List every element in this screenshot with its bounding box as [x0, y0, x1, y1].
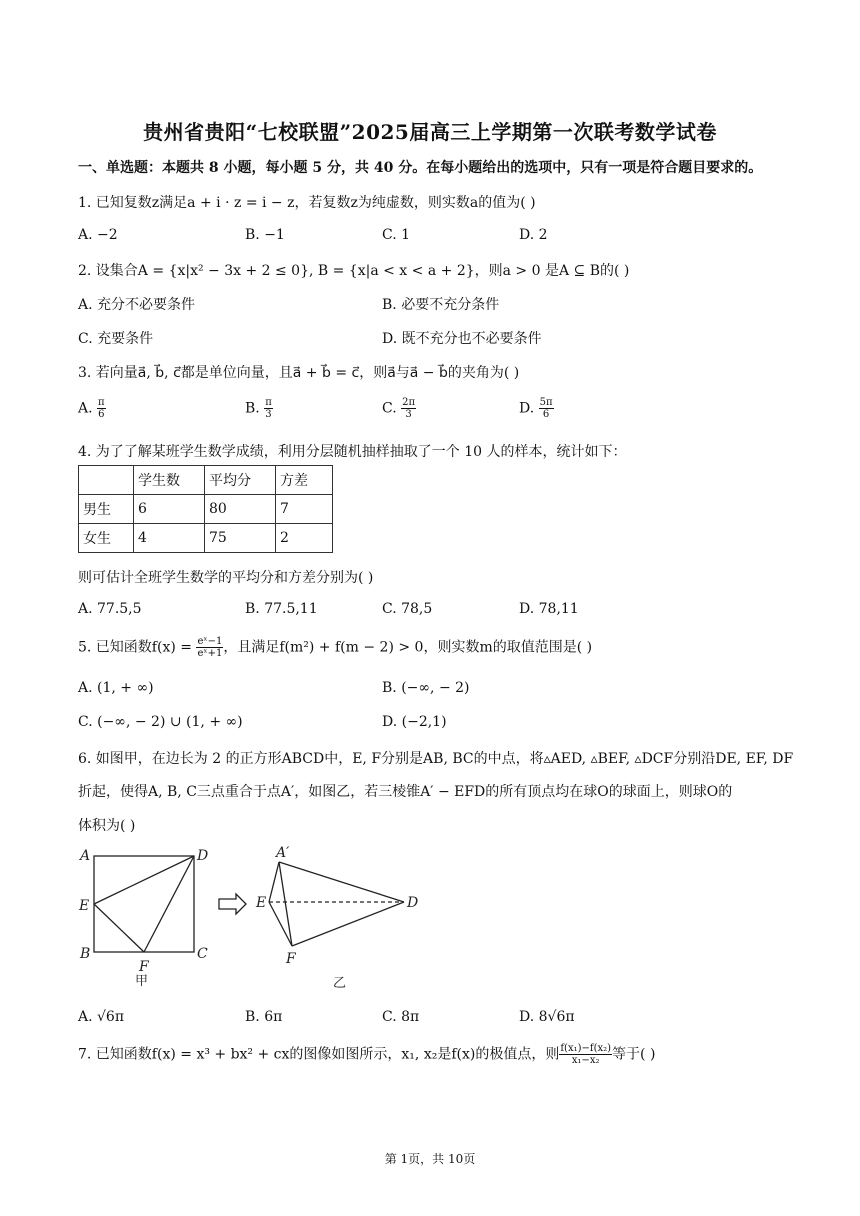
question-1-stem: 1. 已知复数z满足a + i · z = i − z，若复数z为纯虚数，则实数a的值为( ): [78, 195, 536, 211]
table-cell: 7: [276, 495, 333, 524]
q7-stem-pre: 7. 已知函数f(x) = x³ + bx² + cx的图像如图所示，x₁, x₂是f(x)的极值点，则: [78, 1046, 560, 1063]
q5-stem-post: ，且满足f(m²) + f(m − 2) > 0，则实数m的取值范围是( ): [223, 639, 593, 656]
q5-option-a[interactable]: A. (1, + ∞): [78, 680, 154, 696]
fig1-label-e: E: [79, 898, 90, 914]
q4-option-b[interactable]: B. 77.5,11: [245, 601, 318, 617]
fig1-label-d: D: [197, 848, 209, 864]
q5-frac-den: eˣ+1: [197, 648, 223, 659]
q5-frac-num: eˣ−1: [197, 636, 223, 647]
q3-option-d-label: D.: [519, 400, 535, 417]
q2-option-d[interactable]: D. 既不充分也不必要条件: [382, 331, 542, 347]
table-cell: 2: [276, 524, 333, 553]
q6-option-c[interactable]: C. 8π: [382, 1009, 420, 1025]
q7-frac-num: f(x₁)−f(x₂): [560, 1043, 612, 1054]
segment-ef: [94, 904, 144, 952]
figure-jia: [94, 856, 194, 952]
fig1-label-a: A: [80, 848, 91, 864]
segment-ed: [94, 856, 194, 904]
table-cell: 80: [205, 495, 276, 524]
fig1-label-b: B: [80, 946, 91, 962]
q3-option-a-label: A.: [78, 400, 93, 417]
table-cell: 4: [134, 524, 205, 553]
fig2-label-e: E: [256, 895, 267, 911]
figure-yi: [269, 862, 404, 946]
section-heading: 一、单选题：本题共 8 小题，每小题 5 分，共 40 分。在每小题给出的选项中，只有一项是符合题目要求的。: [78, 160, 763, 176]
q3-c-den: 3: [405, 409, 412, 420]
question-6-line3: 体积为( ): [78, 818, 136, 834]
q5-stem-pre: 5. 已知函数f(x) =: [78, 639, 197, 656]
arrow-icon: [219, 894, 246, 914]
question-6-line1: 6. 如图甲，在边长为 2 的正方形ABCD中，E, F分别是AB, BC的中点，将▵AED, ▵BEF, ▵DCF分别沿DE, EF, DF: [78, 751, 794, 767]
q1-option-d[interactable]: D. 2: [519, 227, 548, 243]
q1-option-b[interactable]: B. −1: [245, 227, 285, 243]
q3-d-den: 6: [542, 409, 550, 420]
question-4-follow: 则可估计全班学生数学的平均分和方差分别为( ): [78, 570, 374, 586]
fig2-label-a-prime: A′: [276, 845, 290, 861]
q3-a-den: 6: [98, 409, 105, 420]
fig2-label-f: F: [286, 951, 296, 967]
q5-option-b[interactable]: B. (−∞, − 2): [382, 680, 470, 696]
fig1-label-f: F: [139, 959, 149, 975]
q7-frac-den: x₁−x₂: [571, 1055, 600, 1066]
segment-a-d: [279, 862, 404, 902]
page-footer: 第 1页，共 10页: [384, 1152, 476, 1166]
fig1-label-c: C: [197, 946, 208, 962]
segment-fd: [144, 856, 194, 952]
q1-option-c[interactable]: C. 1: [382, 227, 411, 243]
fig1-caption: 甲: [135, 974, 149, 989]
fig2-label-d: D: [407, 895, 419, 911]
q4-option-a[interactable]: A. 77.5,5: [78, 601, 142, 617]
question-7-stem: [78, 1043, 655, 1066]
table-cell: 女生: [79, 524, 134, 553]
fig2-caption: 乙: [333, 976, 347, 991]
table-header-cell: 平均分: [205, 466, 276, 495]
q3-b-num: π: [265, 397, 272, 408]
segment-a-e: [269, 862, 279, 902]
q3-d-num: 5π: [539, 397, 553, 408]
q1-option-a[interactable]: A. −2: [78, 227, 118, 243]
q7-fraction: [559, 1043, 612, 1066]
table-header-cell: 学生数: [134, 466, 205, 495]
q7-stem-post: 等于( ): [612, 1046, 656, 1063]
q6-option-a[interactable]: A. √6π: [78, 1009, 125, 1025]
q5-option-c[interactable]: C. (−∞, − 2) ∪ (1, + ∞): [78, 714, 243, 730]
q3-a-num: π: [98, 397, 105, 408]
question-3-stem: 3. 若向量a⃗, b⃗, c⃗都是单位向量，且a⃗ + b⃗ = c⃗，则a⃗与a⃗ − b⃗的夹角为( ): [78, 365, 520, 381]
q4-option-c[interactable]: C. 78,5: [382, 601, 433, 617]
square-abcd: [94, 856, 194, 952]
q4-option-d[interactable]: D. 78,11: [519, 601, 579, 617]
q3-option-c-label: C.: [382, 400, 397, 417]
table-cell: 6: [134, 495, 205, 524]
q2-option-c[interactable]: C. 充要条件: [78, 331, 154, 347]
q3-b-den: 3: [265, 409, 272, 420]
table-cell: 男生: [79, 495, 134, 524]
question-4-stem: 4. 为了了解某班学生数学成绩，利用分层随机抽样抽取了一个 10 人的样本，统计如下：: [78, 444, 627, 460]
table-header-cell: 方差: [276, 466, 333, 495]
q2-option-b[interactable]: B. 必要不充分条件: [382, 297, 500, 313]
q6-option-b[interactable]: B. 6π: [245, 1009, 283, 1025]
question-6-line2: 折起，使得A, B, C三点重合于点A′，如图乙，若三棱锥A′ − EFD的所有顶点均在球O的球面上，则球O的: [78, 784, 733, 800]
question-2-stem: 2. 设集合A = {x|x² − 3x + 2 ≤ 0}, B = {x|a < x < a + 2}，则a > 0 是A ⊆ B的( ): [78, 263, 630, 279]
q3-option-b-label: B.: [245, 400, 260, 417]
page-title: 贵州省贵阳“七校联盟”2025届高三上学期第一次联考数学试卷: [143, 120, 717, 144]
q2-option-a[interactable]: A. 充分不必要条件: [78, 297, 196, 313]
q3-c-num: 2π: [402, 397, 416, 408]
q5-option-d[interactable]: D. (−2,1): [382, 714, 447, 730]
segment-f-d: [292, 902, 404, 946]
table-cell: 75: [205, 524, 276, 553]
q6-option-d[interactable]: D. 8√6π: [519, 1009, 575, 1025]
